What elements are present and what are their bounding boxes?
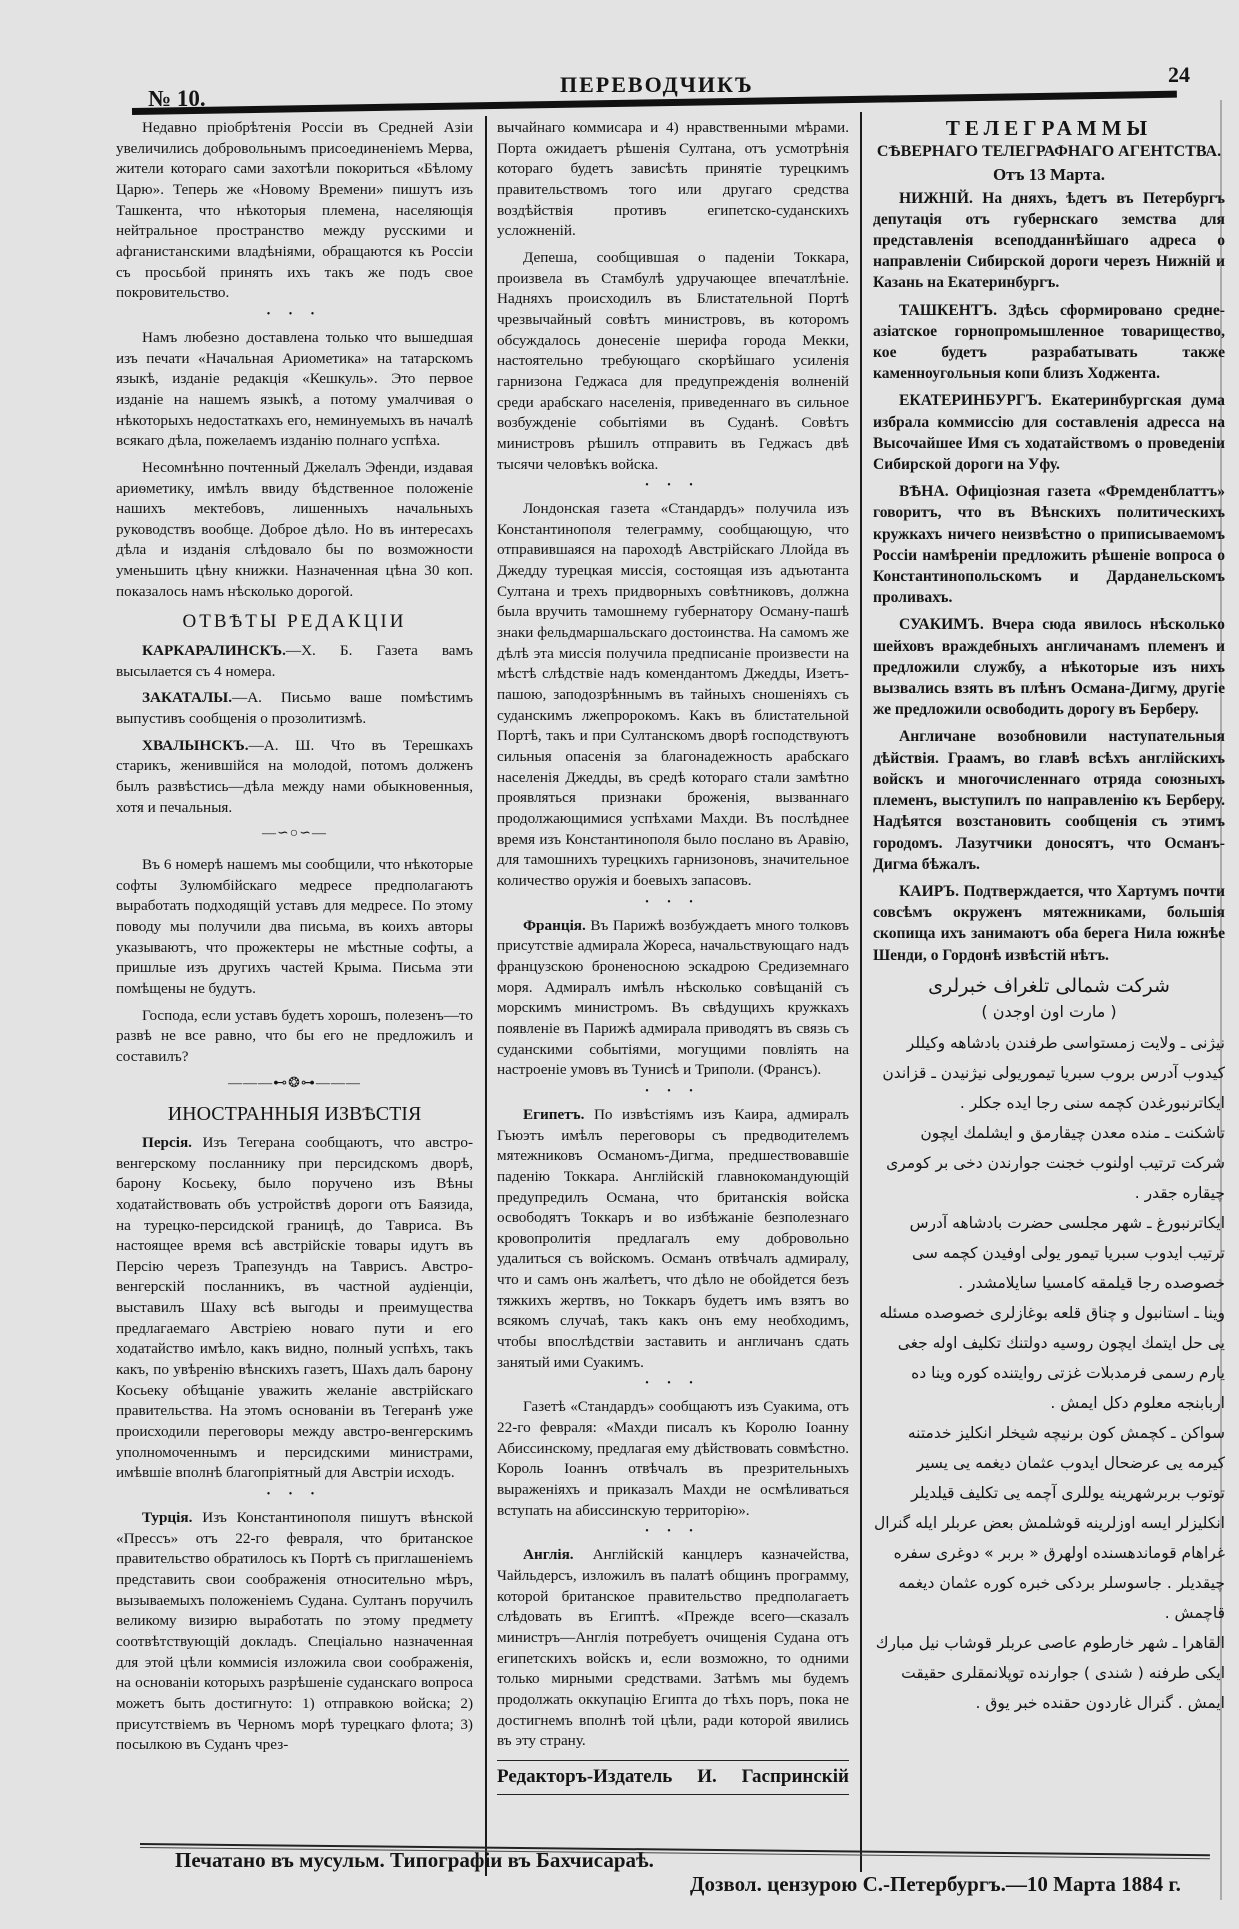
separator-stars: • • • xyxy=(645,1526,701,1538)
separator-stars: • • • xyxy=(645,896,701,908)
egypt-text: По извѣстіямъ изъ Каира, адмиралъ Гьюэтъ имѣлъ переговоры съ предводителемъ мятежниковъ Османомъ-Дигма, предшествовавшіе паденію Токкара. Англійскій главнокомандующій предупредилъ Османа, что британскія войска освободятъ Токкаръ и во избѣжаніе безполезнаго кровопролитія предлагалъ ему добровольно удалиться съ войскомъ. Османъ отвѣчалъ адмиралу, что и самъ онъ жалѣетъ, что дѣло не обойдется безъ тяжкихъ жертвъ, но Токкаръ будетъ имъ взятъ во всякомъ случаѣ, такъ какъ онъ ему необходимъ, чтобы впослѣдствіи заставить и англичанъ сдать занятый ими Суакимъ. xyxy=(497,1105,849,1371)
persia-heading: Персія. xyxy=(142,1133,192,1151)
column-divider-1 xyxy=(485,116,487,1876)
separator-stars: • • • xyxy=(645,1378,701,1390)
article-tokkar: Депеша, сообщившая о паденіи Токкара, произвела въ Стамбулѣ удручающее впечатлѣніе. Надняхъ происходилъ въ Блистательной Портѣ чрезвычайный совѣтъ министровъ, въ которомъ обсуждалось донесеніе шерифа города Мекки, настоятельно требующаго скорѣйшаго усиленія гарнизона Геджаса для предупрежденія волненій среди арабскаго населенія, приведеннаго въ сильное возбужденіе событіями въ Суданѣ. Совѣтъ министровъ рѣшилъ отправить въ Геджасъ двѣ тысячи человѣкъ войска. xyxy=(497,248,849,473)
tatar-telegram-3: ايكاترنبورغ ـ شهر مجلسى حضرت بادشاهه آدرس ترتيب ايدوب سبريا تيمور يولى اوفيدن كچمه سى خصوصده رجا قيلمقه كامسيا سايلامشدر . xyxy=(909,1214,1225,1293)
issue-number: № 10. xyxy=(148,86,206,111)
telegram-text: Екатеринбургская дума избрала коммиссію для составленія адресса на Высочайшее Имя съ ходатайствомъ о проведеніи Сибирской дороги на Уфу. xyxy=(873,392,1225,474)
telegrams-date: Отъ 13 Марта. xyxy=(992,165,1106,185)
separator-stars: • • • xyxy=(645,1085,701,1097)
article-turkey xyxy=(116,1508,473,1756)
article-mahdi: Газетѣ «Стандардъ» сообщаютъ изъ Суакима, отъ 22-го февраля: «Махди писалъ къ Королю Іоанну Абиссинскому, предлагая ему дѣйствовать совмѣстно. Король Іоаннъ отвѣчалъ въ презрительныхъ выраженіяхъ и приказалъ Махди не осмѣливаться вступать на абиссинскую территорію». xyxy=(497,1398,849,1519)
france-heading: Франція. xyxy=(523,916,586,934)
tatar-telegrams-date: ( مارت اون اوجدن ) xyxy=(981,1001,1117,1021)
editor-name: Гаспринскій xyxy=(741,1765,849,1787)
editor-initial: И. xyxy=(697,1765,717,1787)
telegram-text: Вчера сюда явилось нѣсколько шейховъ враждебныхъ англичанамъ племенъ и предложили службу, а нѣкоторые изъ нихъ вызвались взять въ плѣнъ Османа-Дигму, другіе же предложили освободить дорогу въ Берберу. xyxy=(873,616,1225,719)
tatar-telegram-5: سواكن ـ كچمش كون برنيچه شيخلر انكليز خدمتنه كيرمه يى عرضحال ايدوب عثمان ديغمه يى يسير توتوب بربرشهرينه يوللرى آچمه يى تكليف قيلديلر انكليزلر ايسه اوزلرينه قوشلمش بعض عربلر ايله گنرال غراهام قوماندهسنده اولهرق « بربر » دوغرى سفره چيقديلر . جاسوسلر بردكى خبره كوره عثمان ديغمه قاچمش . xyxy=(874,1424,1225,1623)
tatar-telegram-1: نيژنى ـ ولايت زمستواسى طرفندن بادشاهه وكيللر كيدوب آدرس بروب سبريا تيموريولى نيژنيدن ـ قزاندن ايكاترنبورغدن كچمه سنى رجا ايده جكلر . xyxy=(882,1034,1225,1113)
article-turkey-cont: вычайнаго коммисара и 4) нравственными мѣрами. Порта ожидаетъ рѣшенія Султана, отъ усмотрѣнія котораго будетъ зависѣть принятіе турецкимъ правительствомъ того или другаго средства воздѣйствія противъ египетско-суданскихъ усложненій. xyxy=(497,119,849,240)
answer-3 xyxy=(116,736,473,819)
telegram-ekaterinburg xyxy=(873,390,1225,475)
telegram-place: СУАКИМЪ. xyxy=(899,616,984,634)
column-middle xyxy=(497,118,849,1795)
telegram-place: ЕКАТЕРИНБУРГЪ. xyxy=(899,392,1042,410)
turkey-text: Изъ Константинополя пишутъ вѣнской «Прессъ» отъ 22-го февраля, что британское правительство обратилось къ Портѣ съ приглашеніемъ представить свои соображенія относительно мѣръ, вызываемыхъ положеніемъ Судана. Султанъ поручилъ великому визирю выработать по этому предмету соотвѣтствующій докладъ. Спеціально назначенная для этой цѣли коммисія изложила свои соображенія, на основаніи которыхъ разрѣшеніе суданскаго вопроса можетъ быть достигнуто: 1) отправкою войска; 2) присутствіемъ въ Черномъ морѣ турецкаго флота; 3) посылкою въ Суданъ чрез- xyxy=(116,1509,474,1754)
telegram-suakim-2: Англичане возобновили наступательныя дѣйствія. Граамъ, во главѣ всѣхъ англійскихъ войскъ и многочисленнаго отряда союзныхъ племенъ, выступилъ по направленію къ Берберу. Надѣятся возстановить сообщенія съ этимъ городомъ. Лазутчики доносятъ, что Османъ-Дигма бѣжалъ. xyxy=(873,728,1225,873)
egypt-heading: Египетъ. xyxy=(523,1105,585,1123)
tatar-telegrams-title: شركت شمالى تلغراف خبرلرى xyxy=(928,974,1170,997)
answer-2-place: ЗАКАТАЛЫ. xyxy=(142,689,232,707)
article-england xyxy=(497,1545,849,1752)
editor-role: Редакторъ-Издатель xyxy=(497,1765,673,1787)
censor-imprint: Дозвол. цензурою С.-Петербургъ.—10 Марта 1884 г. xyxy=(690,1872,1181,1896)
telegram-suakim xyxy=(873,614,1225,720)
article-merv: Недавно пріобрѣтенія Россіи въ Средней Азіи увеличились добровольнымъ присоединеніемъ Мерва, жители котораго сами захотѣли покориться «Бѣлому Царю». Теперь же «Новому Времени» пишутъ изъ Ташкента, что нѣкоторыя племена, населяющія нейтральное пространство между русскими и афганистанскими владѣніями, обращаются къ Россіи съ просьбой принять ихъ такъ же подъ свое покровительство. xyxy=(116,119,473,302)
article-arithmetic-2: Несомнѣнно почтенный Джелалъ Эфенди, издавая ариѳметику, имѣлъ ввиду бѣдственное положеніе нашихъ мектебовъ, лишенныхъ начальныхъ руководствъ вообще. Доброе дѣло. Но въ интересахъ дѣла и изданія слѣдовало бы по возможности уменьшить цѣну книжки. Назначенная цѣна 30 коп. показалось намъ нѣсколько дорогой. xyxy=(116,458,473,600)
telegram-text: Подтверждается, что Хартумъ почти совсѣмъ окруженъ мятежниками, большія скопища ихъ занимаютъ оба берега Нила южнѣе Шенди, о Гордонѣ извѣстій нѣтъ. xyxy=(873,882,1225,964)
tatar-telegram-4: وينا ـ استانبول و چناق قلعه بوغازلرى خصوصده مسئله يى حل ايتمك ايچون روسيه دولتنك تكليف اوله جغى يارم رسمى فرمدبلات غزتى روايتنده كوره وينا ده اربابنجه معلوم دكل ايمش . xyxy=(879,1304,1225,1413)
ornament-divider-2: ———⊷❂⊶——— xyxy=(228,1075,361,1091)
telegram-nizhny xyxy=(873,188,1225,294)
section-heading-answers: ОТВѢТЫ РЕДАКЦІИ xyxy=(182,611,407,633)
telegrams-subtitle: СѢВЕРНАГО ТЕЛЕГРАФНАГО АГЕНТСТВА. xyxy=(876,143,1222,161)
telegram-cairo xyxy=(873,881,1225,966)
article-persia xyxy=(116,1133,473,1484)
answer-3-text: —А. Ш. Что въ Терешкахъ старикъ, женившійся на молодой, потомъ долженъ былъ развѣстись—дѣла между нами обыкновенныя, хотя и печальныя. xyxy=(116,736,473,816)
telegram-place: ВѢНА. xyxy=(899,483,949,501)
ornament-divider: —∽○∽— xyxy=(262,826,327,842)
telegrams-title: ТЕЛЕГРАММЫ xyxy=(945,116,1153,140)
separator-stars: • • • xyxy=(645,480,701,492)
tatar-telegrams xyxy=(873,1028,1225,1718)
france-text: Въ Парижѣ возбуждаетъ много толковъ присутствіе адмирала Жореса, начальствующаго надъ французскою броненосною эскадрою Средиземнаго моря. Адмиралъ имѣлъ нѣсколько совѣщаній съ морскимъ министромъ. Въ свѣдущихъ кружкахъ появленіе въ Парижѣ адмирала приводятъ въ связь съ суданскими событіями, могущими повліять на настроеніе умовъ въ Тунисѣ и Триполи. (Франсъ). xyxy=(497,916,849,1079)
telegram-tashkent xyxy=(873,300,1225,385)
editor-line xyxy=(497,1760,849,1795)
persia-text: Изъ Тегерана сообщаютъ, что австро-венгерскому посланнику при персидскомъ дворѣ, барону Косьеку, было поручено изъ Вѣны ходатайствовать объ устройствѣ дороги отъ Баязида, на турецко-персидской границѣ, до Тавриса. Въ настоящее время всѣ австрійскіе товары идутъ въ Персію черезъ Трапезундъ на Таврисъ. Австро-венгерскій посланникъ, въ частной аудіенціи, выставилъ Шаху всѣ выгоды и преимущества предлагаемаго Австріею новаго пути и его ходатайство имѣло, какъ видно, полный успѣхъ, такъ какъ, по увѣренію вѣнскихъ газетъ, Шахъ далъ барону Косьеку обѣщаніе уважить желаніе австрійскаго правительства. На этомъ основаніи въ Тегеранѣ уже происходили переговоры между австро-венгерскимъ уполномоченнымъ и персидскими министрами, имѣвшіе вполнѣ благопріятный для Австріи исходъ. xyxy=(116,1133,473,1482)
article-arithmetic: Намъ любезно доставлена только что вышедшая изъ печати «Начальная Ариометика» на татарскомъ языкѣ, изданіе редакція «Кешкуль». Это первое изданіе на нашемъ языкѣ, а потому умалчивая о нѣкоторыхъ недостаткахъ его, неминуемыхъ въ началѣ всякаго дѣла, пожелаемъ изданію полнаго успѣха. xyxy=(116,328,473,450)
answer-2-text: —А. Письмо ваше помѣстимъ выпустивъ сообщенія о прозолитизмѣ. xyxy=(116,689,473,728)
telegram-text: Здѣсь сформировано средне-азіатское горнопромышленное товарищество, кое будетъ разрабатывать также каменноугольныя копи близъ Ходжента. xyxy=(873,301,1225,383)
telegram-place: ТАШКЕНТЪ. xyxy=(899,301,998,319)
answer-2 xyxy=(116,688,473,729)
telegram-place: НИЖНІЙ. xyxy=(899,189,973,207)
answer-1 xyxy=(116,641,473,682)
tatar-telegram-2: تاشكنت ـ منده معدن چيقارمق و ايشلمك ايچون شركت ترتيب اولنوب خجنت جوارندن دخى بر كومرى چيقاره جقدر . xyxy=(886,1124,1225,1203)
page-number: 24 xyxy=(1168,62,1190,87)
newspaper-title: ПЕРЕВОДЧИКЪ xyxy=(560,72,754,97)
column-left xyxy=(116,118,473,1762)
column-right xyxy=(873,118,1225,1718)
telegram-vienna xyxy=(873,481,1225,608)
answer-3-place: ХВАЛЫНСКЪ. xyxy=(142,736,249,754)
article-standard-jedda: Лондонская газета «Стандардъ» получила изъ Константинополя телеграмму, сообщающую, что отправившаяся на пароходѣ Австрійскаго Ллойда въ Джедду турецкая миссія, состоящая изъ адъютанта Султана и трехъ придворныхъ совѣтниковъ, должна была вручить тамошнему губернатору Осману-пашѣ знаки фельдмаршальскаго достоинства. На самомъ же дѣлѣ эта миссія получила предписаніе произвести на мѣстѣ слѣдствіе надъ комендантомъ Джедды, Изетъ-пашою, заподозрѣннымъ въ тайныхъ сношеніяхъ съ суданскимъ лжепророкомъ. Какъ въ блистательной Портѣ, такъ и при Султанскомъ дворѣ господствуютъ сильныя опасенія за благонадежность арабскаго населенія Джедды, въ средѣ котораго стали замѣтно проявляться признаки броженія, вызваннаго продолжающимися успѣхами Махди. Въ послѣднее время изъ Константинополя было послано въ Аравію, для тамошнихъ турецкихъ гарнизоновъ, значительное количество оружія и боевыхъ запасовъ. xyxy=(497,500,849,889)
telegram-text: На дняхъ, ѣдетъ въ Петербургъ депутація отъ губернскаго земства для представленія всеподданнѣйшаго адреса о направленіи Сибирской дороги черезъ Нижній и Казань на Екатеринбургъ. xyxy=(873,189,1225,292)
tatar-telegram-6: القاهرا ـ شهر خارطوم عاصى عربلر قوشاب نيل مبارك ايكى طرفنه ( شندى ) جوارنده توپلانمقلرى حقيقت ايمش . گنرال غاردون حقنده خبر يوق . xyxy=(875,1634,1225,1713)
article-egypt xyxy=(497,1105,849,1374)
separator-stars: • • • xyxy=(266,308,323,320)
answer-1-place: КАРКАРАЛИНСКЪ. xyxy=(142,642,286,660)
section-heading-foreign: ИНОСТРАННЫЯ ИЗВѢСТІЯ xyxy=(167,1103,422,1126)
article-france xyxy=(497,916,849,1081)
turkey-heading: Турція. xyxy=(142,1509,193,1527)
article-medrese-2: Господа, если уставъ будетъ хорошъ, полезенъ—то развѣ не все равно, что бы его не предложилъ и составилъ? xyxy=(116,1006,473,1065)
printer-imprint: Печатано въ мусульм. Типографіи въ Бахчисараѣ. xyxy=(175,1848,654,1872)
column-divider-2 xyxy=(860,112,862,1872)
article-medrese: Въ 6 номерѣ нашемъ мы сообщили, что нѣкоторые софты Зулюмбійскаго медресе предполагаютъ выработать подходящій уставъ для медресе. По этому поводу мы получили два письма, въ коихъ авторы указываютъ, что прожектеры не мѣстные софты, а пришлые изъ другихъ частей Крыма. Письма эти помѣщены не будутъ. xyxy=(116,856,473,997)
telegram-place: КАИРЪ. xyxy=(899,882,960,900)
telegram-text: Офиціозная газета «Фремденблаттъ» говоритъ, что въ Вѣнскихъ политическихъ кружкахъ ничего неизвѣстно о приписываемомъ Россіи намѣреніи предложить рѣшеніе вопроса о Константинопольскомъ и Дарданельскомъ проливахъ. xyxy=(873,483,1225,607)
england-text: Англійскій канцлеръ казначейства, Чайльдерсъ, изложилъ въ палатѣ общинъ программу, которой британское правительство предполагаетъ слѣдовать въ Египтѣ. «Прежде всего—сказалъ министръ—Англія потребуетъ очищенія Судана отъ египетскихъ войскъ и, если возможно, то одними только мирными средствами. Затѣмъ мы будемъ продолжать оккупацію Египта до тѣхъ поръ, пока не достигнемъ вполнѣ той цѣли, ради которой явились въ эту страну. xyxy=(497,1546,849,1750)
separator-stars: • • • xyxy=(266,1489,323,1501)
england-heading: Англія. xyxy=(523,1546,574,1564)
answer-1-text: —Х. Б. Газета вамъ высылается съ 4 номера. xyxy=(116,642,473,680)
